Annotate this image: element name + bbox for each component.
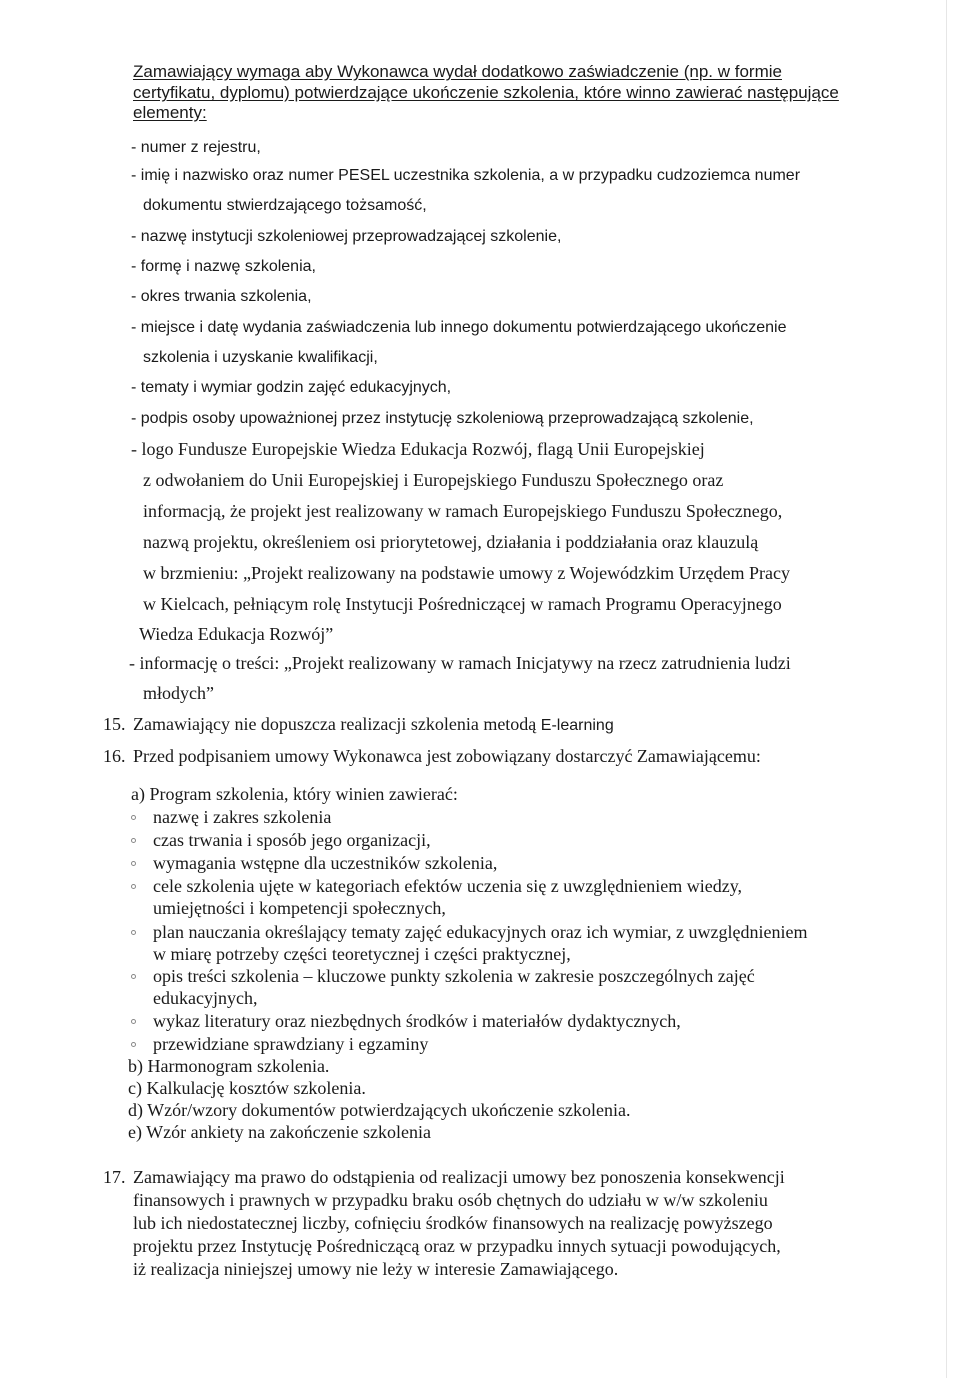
element-item: - tematy i wymiar godzin zajęć edukacyjnych, bbox=[131, 379, 452, 396]
program-item: czas trwania i sposób jego organizacji, bbox=[153, 830, 431, 850]
bullet-icon bbox=[131, 974, 136, 979]
bullet-icon bbox=[131, 838, 136, 843]
element-item: - podpis osoby upoważnionej przez instytucję szkoleniową przeprowadzającą szkolenie, bbox=[131, 410, 754, 427]
bullet-icon bbox=[131, 884, 136, 889]
program-item: wymagania wstępne dla uczestników szkolenia, bbox=[153, 853, 498, 873]
program-heading: a) Program szkolenia, który winien zawierać: bbox=[131, 784, 458, 804]
element-item: nazwą projektu, określeniem osi priorytetowej, działania i poddziałania oraz klauzulą bbox=[143, 532, 759, 552]
program-item: edukacyjnych, bbox=[153, 988, 258, 1008]
item-17-line: Zamawiający ma prawo do odstąpienia od realizacji umowy bez ponoszenia konsekwencji bbox=[133, 1167, 785, 1187]
intro-line-1: Zamawiający wymaga aby Wykonawca wydał dodatkowo zaświadczenie (np. w formie bbox=[133, 62, 782, 81]
item-16-c: c) Kalkulację kosztów szkolenia. bbox=[128, 1078, 366, 1098]
program-item: opis treści szkolenia – kluczowe punkty szkolenia w zakresie poszczególnych zajęć bbox=[153, 966, 755, 986]
element-item: dokumentu stwierdzającego tożsamość, bbox=[143, 197, 427, 214]
intro-line-3: elementy: bbox=[133, 103, 207, 122]
element-item: - logo Fundusze Europejskie Wiedza Edukacja Rozwój, flagą Unii Europejskiej bbox=[131, 439, 705, 459]
program-item: wykaz literatury oraz niezbędnych środków i materiałów dydaktycznych, bbox=[153, 1011, 681, 1031]
item-16-d: d) Wzór/wzory dokumentów potwierdzających ukończenie szkolenia. bbox=[128, 1100, 631, 1120]
bullet-icon bbox=[131, 1019, 136, 1024]
item-15-number: 15. bbox=[103, 714, 126, 734]
element-item: - numer z rejestru, bbox=[131, 139, 261, 156]
bullet-icon bbox=[131, 1042, 136, 1047]
item-17-line: iż realizacja niniejszej umowy nie leży w interesie Zamawiającego. bbox=[133, 1259, 619, 1279]
item-17-line: projektu przez Instytucję Pośredniczącą oraz w przypadku innych sytuacji powodujących, bbox=[133, 1236, 781, 1256]
item-16-e: e) Wzór ankiety na zakończenie szkolenia bbox=[128, 1122, 432, 1142]
scan-edge-line bbox=[946, 0, 947, 1378]
element-item: w Kielcach, pełniącym rolę Instytucji Pośredniczącej w ramach Programu Operacyjnego bbox=[143, 594, 782, 614]
element-item: - nazwę instytucji szkoleniowej przeprowadzającej szkolenie, bbox=[131, 228, 562, 245]
item-16-number: 16. bbox=[103, 746, 126, 766]
item-15-text bbox=[133, 715, 614, 734]
element-item: z odwołaniem do Unii Europejskiej i Europejskiego Funduszu Społecznego oraz bbox=[143, 470, 724, 490]
element-item: w brzmieniu: „Projekt realizowany na podstawie umowy z Wojewódzkim Urzędem Pracy bbox=[143, 563, 791, 583]
item-16-text: Przed podpisaniem umowy Wykonawca jest zobowiązany dostarczyć Zamawiającemu: bbox=[133, 746, 761, 766]
bullet-icon bbox=[131, 930, 136, 935]
element-item: Wiedza Edukacja Rozwój” bbox=[139, 624, 334, 644]
bullet-icon bbox=[131, 815, 136, 820]
intro-line-2: certyfikatu, dyplomu) potwierdzające ukończenie szkolenia, które winno zawierać następujące bbox=[133, 83, 839, 102]
element-item: - imię i nazwisko oraz numer PESEL uczestnika szkolenia, a w przypadku cudzoziemca numer bbox=[131, 167, 801, 184]
program-item: w miarę potrzeby części teoretycznej i części praktycznej, bbox=[153, 944, 571, 964]
element-item: - informację o treści: „Projekt realizowany w ramach Inicjatywy na rzecz zatrudnienia ludzi bbox=[129, 653, 791, 673]
item-17-line: finansowych i prawnych w przypadku braku osób chętnych do udziału w w/w szkoleniu bbox=[133, 1190, 768, 1210]
element-item: szkolenia i uzyskanie kwalifikacji, bbox=[143, 349, 378, 366]
element-item: - okres trwania szkolenia, bbox=[131, 288, 312, 305]
program-item: umiejętności i kompetencji społecznych, bbox=[153, 898, 446, 918]
element-item: informacją, że projekt jest realizowany w ramach Europejskiego Funduszu Społecznego, bbox=[143, 501, 783, 521]
bullet-icon bbox=[131, 861, 136, 866]
program-item: cele szkolenia ujęte w kategoriach efektów uczenia się z uwzględnieniem wiedzy, bbox=[153, 876, 743, 896]
item-17-number: 17. bbox=[103, 1167, 126, 1187]
program-item: przewidziane sprawdziany i egzaminy bbox=[153, 1034, 429, 1054]
element-item: - formę i nazwę szkolenia, bbox=[131, 258, 316, 275]
program-item: nazwę i zakres szkolenia bbox=[153, 807, 332, 827]
element-item: - miejsce i datę wydania zaświadczenia lub innego dokumentu potwierdzającego ukończenie bbox=[131, 319, 787, 336]
item-17-line: lub ich niedostatecznej liczby, cofnięciu środków finansowych na realizację powyższego bbox=[133, 1213, 773, 1233]
item-15-main-text: Zamawiający nie dopuszcza realizacji szkolenia metodą bbox=[133, 714, 541, 734]
item-16-b: b) Harmonogram szkolenia. bbox=[128, 1056, 330, 1076]
element-item: młodych” bbox=[143, 683, 214, 703]
program-item: plan nauczania określający tematy zajęć edukacyjnych oraz ich wymiar, z uwzględnieniem bbox=[153, 922, 808, 942]
item-15-method: E-learning bbox=[540, 717, 614, 734]
